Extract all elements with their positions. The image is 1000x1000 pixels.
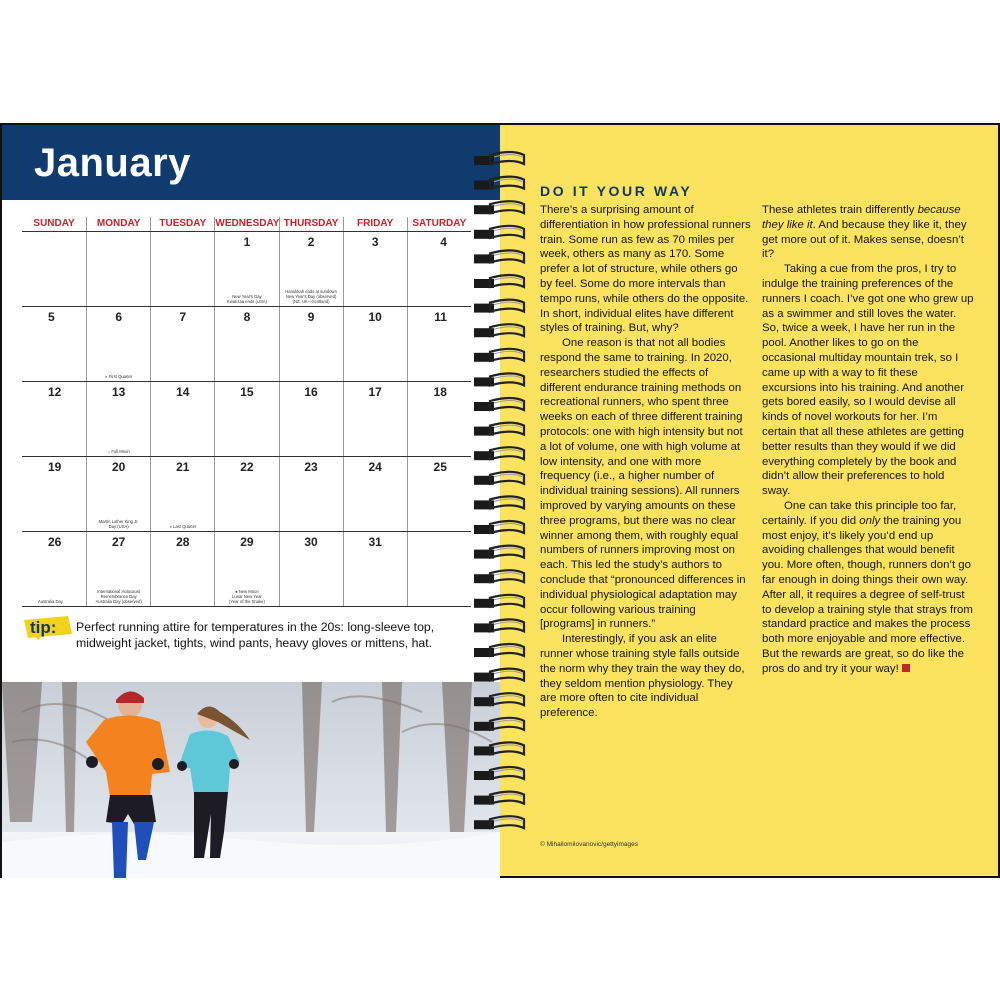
article-column-2 <box>762 203 974 677</box>
photo-credit: © Mihailomilovanovic/gettyimages <box>540 841 638 848</box>
day-number: 13 <box>112 385 126 399</box>
calendar-day-cell[interactable] <box>214 532 278 606</box>
spiral-ring <box>474 792 524 805</box>
calendar-day-cell[interactable] <box>150 232 214 306</box>
col2-paragraph-2: Taking a cue from the pros, I try to indulge the training preferences of the runners I coach. I’ve got one who grew up as a swimmer and still loves the water. So, twice a week, I have her run in the pool. Another likes to go on the occasional multiday mountain trek, so I came up with a way to fit these excursions into his training. And another gets bored easily, so I would devise all kinds of novel workouts for her. I’m certain that all these athletes are getting better results than they would if we did everything completely by the book and didn’t allow their preferences to hold sway. <box>762 263 974 498</box>
calendar-day-cell[interactable] <box>407 382 471 456</box>
calendar-day-cell[interactable] <box>279 382 343 456</box>
calendar-grid <box>22 217 471 607</box>
day-number: 17 <box>368 385 382 399</box>
day-number: 31 <box>368 535 382 549</box>
day-number: 29 <box>240 535 254 549</box>
spiral-ring <box>474 177 524 190</box>
day-note: New Year's Day Kwanzaa ends (USA) <box>226 294 267 304</box>
month-banner <box>2 125 500 200</box>
day-number: 25 <box>433 460 447 474</box>
col1-paragraph: One reason is that not all bodies respond the same to training. In 2020, researchers studied the effects of different endurance training methods on recreational runners, who spent three weeks on each of three different training protocols: one with high intensity but not a lot of volume, one with high volume at low intensity, and one with more frequency (i.e., a higher number of individual training sessions). All runners improved by varying amounts on these three programs, but there was no clear winner among them, with roughly equal numbers of runners improving most on each. This led the study’s authors to conclude that “pronounced differences in individual physiological adaptation may occur following various training [programs] in runners.” <box>540 337 746 631</box>
day-number: 23 <box>304 460 318 474</box>
calendar-day-cell[interactable] <box>86 232 150 306</box>
day-note: Martin Luther King Jr. Day (USA) <box>98 519 139 529</box>
calendar-day-cell[interactable] <box>214 382 278 456</box>
weekday-sunday: SUNDAY <box>33 218 75 229</box>
spiral-ring <box>474 275 524 288</box>
tip-text: Perfect running attire for temperatures in the 20s: long-sleeve top, midweight jacket, tights, wind pants, heavy gloves or mittens, hat. <box>76 620 435 650</box>
day-number: 19 <box>48 460 62 474</box>
calendar-day-cell[interactable] <box>343 307 407 381</box>
spiral-ring <box>474 570 524 583</box>
calendar-day-cell[interactable] <box>150 382 214 456</box>
day-note: ◑ Last Quarter <box>169 524 197 529</box>
day-number: 16 <box>304 385 318 399</box>
spiral-ring <box>474 423 524 436</box>
col1-paragraph: Interestingly, if you ask an elite runner whose training style falls outside the norm why they train the way they do, they seldom mention physiology. They are more often to cite individual preference. <box>540 633 745 720</box>
day-number: 22 <box>240 460 254 474</box>
calendar-day-cell[interactable] <box>407 232 471 306</box>
spiral-ring <box>474 373 524 386</box>
day-number: 26 <box>48 535 62 549</box>
day-number: 5 <box>48 310 55 324</box>
spiral-ring <box>474 669 524 682</box>
calendar-day-cell[interactable] <box>343 457 407 531</box>
article-heading: DO IT YOUR WAY <box>540 183 693 199</box>
col1-paragraph: There’s a surprising amount of differentiation in how professional runners train. Some run as few as 70 miles per week, others as many as 170. Some prefer a lot of structure, while others go by feel. Some do more intervals than tempo runs, while others do the opposite. In short, individual elites have different styles of training. But, why? <box>540 204 751 335</box>
calendar-day-cell[interactable] <box>22 307 86 381</box>
spiral-ring <box>474 816 524 829</box>
weekday-thursday: THURSDAY <box>279 217 343 231</box>
col2-paragraph-3: One can take this principle too far, certainly. If you did only the training you most enjoy, it’s likely you’d end up avoiding challenges that would benefit you. More often, though, runners don’t go far enough in doing things their own way. After all, it requires a degree of self-trust to develop a training style that strays from standard practice and makes the process both more enjoyable and more effective. But the rewards are great, so do like the pros do and try it your way! <box>762 499 973 675</box>
calendar-day-cell[interactable] <box>150 307 214 381</box>
calendar-day-cell[interactable] <box>343 532 407 606</box>
spiral-ring <box>474 595 524 608</box>
spiral-binding-icon <box>472 150 528 850</box>
runners-photo <box>2 682 500 878</box>
calendar-day-cell[interactable] <box>86 382 150 456</box>
spiral-ring <box>474 644 524 657</box>
calendar-week <box>22 307 471 382</box>
spiral-ring <box>474 546 524 559</box>
calendar-day-cell[interactable] <box>279 307 343 381</box>
day-number: 1 <box>243 235 251 249</box>
calendar-day-cell[interactable] <box>150 457 214 531</box>
calendar-week <box>22 232 471 307</box>
calendar-day-cell[interactable] <box>343 382 407 456</box>
weekday-tuesday: TUESDAY <box>150 217 214 231</box>
spiral-ring <box>474 447 524 460</box>
day-number: 2 <box>307 235 315 249</box>
day-number: 10 <box>368 310 382 324</box>
spiral-ring <box>474 718 524 731</box>
day-number: 21 <box>176 460 190 474</box>
end-mark-icon <box>902 664 910 672</box>
day-number: 14 <box>176 385 190 399</box>
spiral-ring <box>474 693 524 706</box>
day-number: 28 <box>176 535 190 549</box>
day-number: 4 <box>440 235 447 249</box>
calendar-week <box>22 457 471 532</box>
calendar-day-cell[interactable] <box>279 457 343 531</box>
day-number: 30 <box>304 535 318 549</box>
day-number: 8 <box>243 310 251 324</box>
spiral-ring <box>474 521 524 534</box>
weekday-header <box>22 217 471 232</box>
calendar-day-cell[interactable] <box>214 457 278 531</box>
calendar-day-cell[interactable] <box>343 232 407 306</box>
calendar-day-cell[interactable] <box>22 532 86 606</box>
spiral-ring <box>474 226 524 239</box>
calendar-day-cell[interactable] <box>86 307 150 381</box>
calendar-day-cell[interactable] <box>22 232 86 306</box>
spiral-ring <box>474 324 524 337</box>
weekday-wednesday: WEDNESDAY <box>215 218 280 229</box>
spiral-ring <box>474 201 524 214</box>
calendar-day-cell[interactable] <box>86 457 150 531</box>
weekday-monday: MONDAY <box>86 217 150 231</box>
spiral-ring <box>474 398 524 411</box>
spiral-ring <box>474 349 524 362</box>
calendar-day-cell[interactable] <box>214 232 278 306</box>
day-number: 24 <box>368 460 382 474</box>
day-note: ○ Full Moon <box>107 449 130 454</box>
day-number: 27 <box>112 535 126 549</box>
tip-badge <box>22 614 74 640</box>
day-number: 11 <box>434 310 447 324</box>
calendar-day-cell[interactable] <box>279 232 343 306</box>
day-number: 20 <box>112 460 126 474</box>
day-note: ● New Moon Lunar New Year (Year of the Snake) <box>228 589 265 604</box>
weekday-saturday: SATURDAY <box>407 217 471 231</box>
day-number: 7 <box>179 310 187 324</box>
month-title: January <box>34 141 191 185</box>
right-page <box>500 123 1000 878</box>
calendar-weeks <box>22 232 471 607</box>
calendar-day-cell[interactable] <box>407 532 471 606</box>
day-note: International Holocaust Remembrance Day Australia Day (observed) <box>95 589 142 604</box>
spiral-ring <box>474 472 524 485</box>
spiral-ring <box>474 250 524 263</box>
day-number: 15 <box>240 385 254 399</box>
day-note: Australia Day <box>38 599 63 604</box>
spiral-ring <box>474 767 524 780</box>
day-number: 12 <box>48 385 62 399</box>
calendar-day-cell[interactable] <box>86 532 150 606</box>
calendar-week <box>22 382 471 457</box>
spiral-ring <box>474 619 524 632</box>
spiral-ring <box>474 300 524 313</box>
calendar-day-cell[interactable] <box>150 532 214 606</box>
tip-label: tip: <box>30 618 57 637</box>
calendar-day-cell[interactable] <box>22 457 86 531</box>
spiral-ring <box>474 152 524 165</box>
col2-paragraph-1: These athletes train differently because they like it. And because they like it, they get more out of it. Makes sense, doesn’t it? <box>762 204 967 261</box>
day-number: 18 <box>433 385 447 399</box>
spiral-ring <box>474 496 524 509</box>
calendar-day-cell[interactable] <box>22 382 86 456</box>
calendar-day-cell[interactable] <box>214 307 278 381</box>
day-note: Hanukkah ends at sundown New Year's Day (observed) (NZ, UK—Scotland) <box>285 289 337 304</box>
day-note: ◐ First Quarter <box>105 374 133 379</box>
calendar-day-cell[interactable] <box>279 532 343 606</box>
calendar-day-cell[interactable] <box>407 307 471 381</box>
article-column-1 <box>540 203 752 721</box>
day-number: 3 <box>371 235 379 249</box>
spiral-ring <box>474 742 524 755</box>
left-page <box>0 123 500 878</box>
weekday-friday: FRIDAY <box>343 217 407 231</box>
day-number: 6 <box>115 310 123 324</box>
calendar-day-cell[interactable] <box>407 457 471 531</box>
calendar-week <box>22 532 471 607</box>
day-number: 9 <box>307 310 315 324</box>
